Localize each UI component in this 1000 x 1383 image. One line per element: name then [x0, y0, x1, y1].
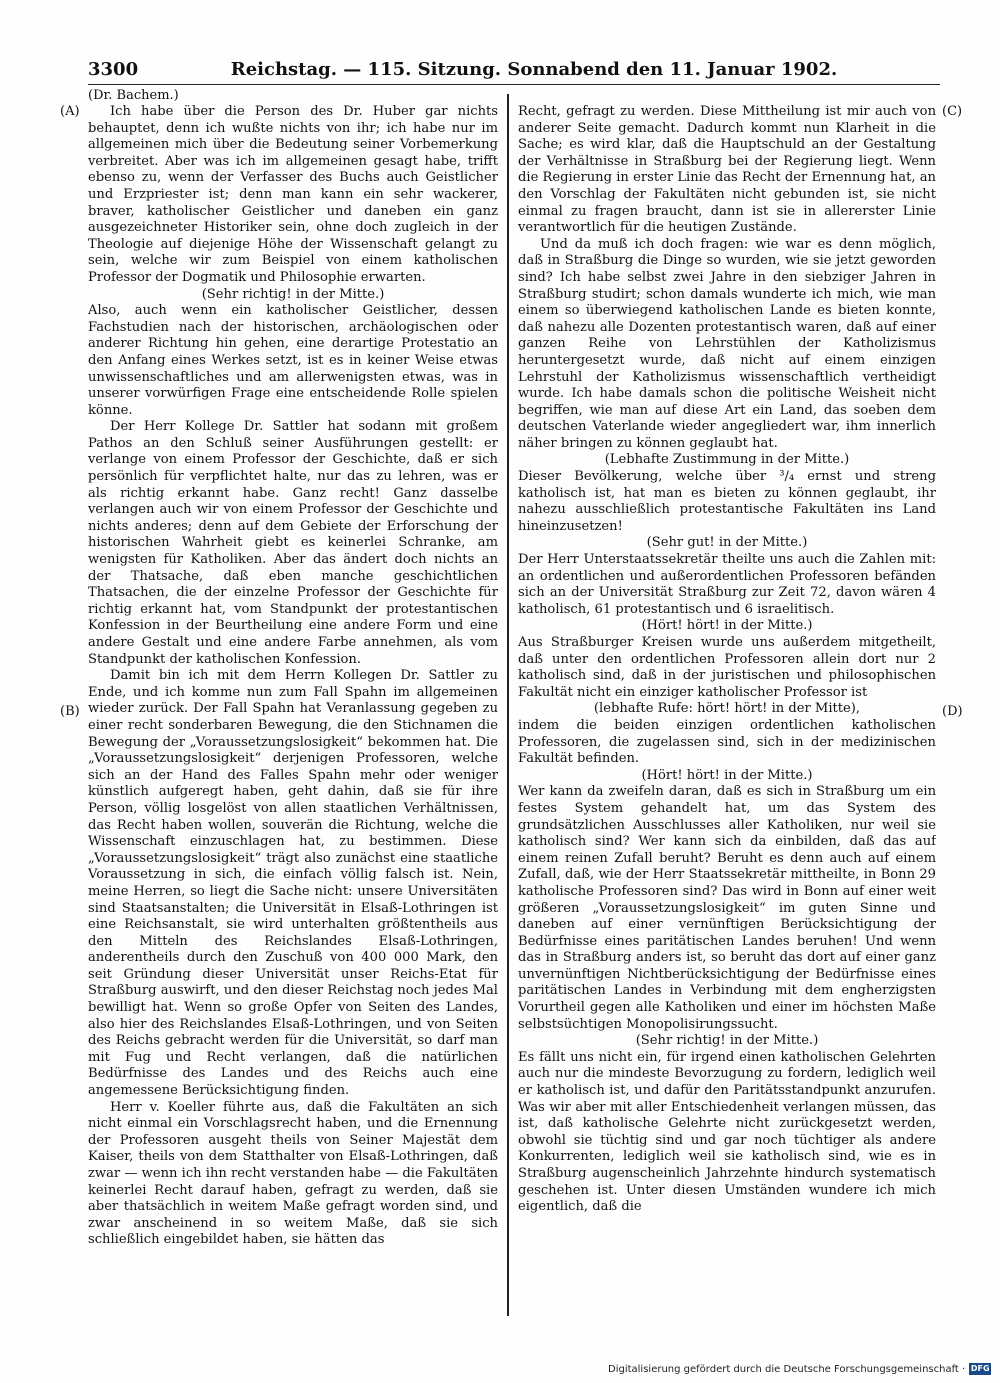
paragraph: Ich habe über die Person des Dr. Huber gar nichts behauptet, denn ich wußte nichts von ihr; ich habe nur im allgemeinen mich über die Bedeutung seiner Vorbemerkung verbreitet. Aber was ich im allgemeinen gesagt habe, trifft ebenso zu, wenn der Verfasser des Buchs auch Geistlicher und Erzpriester ist; denn man kann ein sehr wackerer, braver, katholischer Geistlicher und daneben ein ganz ausgezeichneter Historiker sein, ohne doch zugleich in der Theologie auf diejenige Höhe der Wissenschaft gelangt zu sein, welche wir zum Beispiel von einem katholischen Professor der Dogmatik und Philosophie erwarten.	[88, 104, 498, 285]
credit-text: Digitalisierung gefördert durch die Deutsche Forschungsgemeinschaft ·	[608, 1363, 966, 1375]
right-column	[518, 104, 936, 1306]
paragraph: Aus Straßburger Kreisen wurde uns außerdem mitgetheilt, daß unter den ordentlichen Professoren allein dort nur 2 katholisch sind, daß in der juristischen und philosophischen Fakultät nicht ein einziger katholischer Professor ist	[518, 635, 936, 700]
interjection: (Hört! hört! in der Mitte.)	[641, 618, 813, 634]
interjection: (Sehr richtig! in der Mitte.)	[635, 1033, 819, 1049]
paragraph: Wer kann da zweifeln daran, daß es sich in Straßburg um ein festes System gehandelt hat, um das System des grundsätzlichen Ausschlusses aller Katholiken, nur weil sie katholisch sind? Wer kann sich da einbilden, daß das auf einem reinen Zufall beruht? Beruht es denn auch auf einem Zufall, daß, wie der Herr Staatssekretär mittheilte, in Bonn 29 katholische Professoren sind? Das wird in Bonn auf einer weit größeren „Voraussetzungslosigkeit“ im guten Sinne und daneben auf einer vernünftigen Berücksichtigung der Bedürfnisse eines paritätischen Landes beruhen! Und wenn das in Straßburg anders ist, so beruht das dort auf einer ganz unvernünftigen Nichtberücksichtigung der Bedürfnisse eines paritätischen Landes in Verbindung mit dem engherzigsten Vorurtheil gegen alle Katholiken und einer im höchsten Maße selbstsüchtigen Monopolisirungssucht.	[518, 784, 936, 1032]
margin-letter-a: (A)	[60, 104, 80, 119]
paragraph: Der Herr Kollege Dr. Sattler hat sodann mit großem Pathos an den Schluß seiner Ausführungen gestellt: er verlange von einem Professor der Geschichte, daß er sich persönlich für verpflichtet halte, nur das zu lehren, was er als richtig erkannt habe. Ganz recht! Ganz dasselbe verlangen auch wir von einem Professor der Geschichte und nichts anderes; denn auf dem Gebiete der Erforschung der historischen Wahrheit giebt es keinerlei Schranke, am wenigsten für Katholiken. Aber das ändert doch nichts an der Thatsache, daß eben manche geschichtlichen Thatsachen, die der einzelne Professor der Geschichte für richtig erkannt hat, vom Standpunkt der protestantischen Konfession in der Beurtheilung eine andere Form und eine andere Gestalt und eine andere Farbe annehmen, als vom Standpunkt der katholischen Konfession.	[88, 419, 498, 667]
margin-letter-b: (B)	[60, 704, 80, 719]
paragraph: Der Herr Unterstaatssekretär theilte uns auch die Zahlen mit: an ordentlichen und außerordentlichen Professoren befänden sich an der Universität Straßburg zur Zeit 72, davon wären 4 katholisch, 61 protestantisch und 6 israelitisch.	[518, 552, 936, 617]
margin-letter-c: (C)	[942, 104, 963, 119]
paragraph: Recht, gefragt zu werden. Diese Mittheilung ist mir auch von anderer Seite gemacht. Dadurch kommt nun Klarheit in die Sache; es wird klar, daß die Hauptschuld an der Gestaltung der Verhältnisse in Straßburg bei der Regierung liegt. Wenn die Regierung in erster Linie das Recht der Ernennung hat, an den Vorschlag der Fakultäten nicht gebunden ist, sie nicht einmal zu fragen braucht, dann ist sie in allererster Linie verantwortlich für die heutigen Zustände.	[518, 104, 936, 236]
paragraph: Und da muß ich doch fragen: wie war es denn möglich, daß in Straßburg die Dinge so wurden, wie sie jetzt geworden sind? Ich habe selbst zwei Jahre in den siebziger Jahren in Straßburg studirt; schon damals wunderte ich mich, wie man einem so überwiegend katholischen Lande es bieten konnte, daß nahezu alle Dozenten protestantisch waren, daß auf einer ganzen Reihe von Lehrstühlen der Katholizismus heruntergesetzt wurde, daß nicht auf einem einzigen Lehrstuhl der Katholizismus wissenschaftlich vertheidigt wurde. Ich habe damals schon die politische Weisheit nicht begriffen, wie man auf diese Art ein Land, das soeben dem deutschen Vaterlande wieder angegliedert war, ihm innerlich näher bringen zu können geglaubt hat.	[518, 236, 936, 451]
dfg-logo: DFG	[970, 1364, 990, 1373]
paragraph: Es fällt uns nicht ein, für irgend einen katholischen Gelehrten auch nur die mindeste Bevorzugung zu fordern, lediglich weil er katholisch ist, und dafür den Paritätsstandpunkt anzurufen. Was wir aber mit aller Entschiedenheit verlangen müssen, das ist, daß katholische Gelehrte nicht zurückgesetzt werden, obwohl sie tüchtig sind und gar noch tüchtiger als andere Konkurrenten, lediglich weil sie katholisch sind, wie es in Straßburg augenscheinlich Jahrzehnte hindurch systematisch geschehen ist. Unter diesen Umständen wundere ich mich eigentlich, daß die	[518, 1049, 936, 1215]
paragraph: Dieser Bevölkerung, welche über ³/₄ ernst und streng katholisch ist, hat man es bieten zu können geglaubt, ihr nahezu ausschließlich protestantische Fakultäten ins Land hineinzusetzen!	[518, 469, 936, 534]
interjection: (Hört! hört! in der Mitte.)	[641, 767, 813, 783]
paragraph: indem die beiden einzigen ordentlichen katholischen Professoren, die zugelassen sind, sich in der medizinischen Fakultät befinden.	[518, 717, 936, 767]
digitization-credit	[608, 1361, 991, 1377]
interjection: (Sehr gut! in der Mitte.)	[646, 535, 808, 551]
interjection: (Lebhafte Zustimmung in der Mitte.)	[604, 452, 850, 468]
interjection: (Sehr richtig! in der Mitte.)	[201, 286, 385, 302]
left-column	[88, 104, 498, 1306]
paragraph: Also, auch wenn ein katholischer Geistlicher, dessen Fachstudien nach der historischen, archäologischen oder anderer Richtung hin gehen, eine derartige Protestatio an den Anfang eines Werkes setzt, ist es in keiner Weise etwas unwissenschaftliches und am allerwenigsten etwas, was in unserer vorwürfigen Frage eine entscheidende Rolle spielen könne.	[88, 303, 498, 418]
column-divider	[507, 94, 509, 1316]
paragraph: Herr v. Koeller führte aus, daß die Fakultäten an sich nicht einmal ein Vorschlagsrecht haben, und die Ernennung der Professoren ausgeht theils von Seiner Majestät dem Kaiser, theils von dem Statthalter von Elsaß-Lothringen, daß zwar — wenn ich ihn recht verstanden habe — die Fakultäten keinerlei Recht darauf haben, gefragt zu werden, daß sie aber thatsächlich in weitem Maße gefragt worden sind, und zwar anscheinend in so weitem Maße, daß sie sich schließlich eingebildet haben, sie hätten das	[88, 1099, 498, 1248]
running-title: Reichstag. — 115. Sitzung. Sonnabend den 11. Januar 1902.	[230, 59, 838, 80]
speaker-label: (Dr. Bachem.)	[88, 88, 179, 103]
interjection: (lebhafte Rufe: hört! hört! in der Mitte),	[593, 701, 861, 717]
paragraph: Damit bin ich mit dem Herrn Kollegen Dr. Sattler zu Ende, und ich komme nun zum Fall Spahn im allgemeinen wieder zurück. Der Fall Spahn hat Veranlassung gegeben zu einer recht sonderbaren Bewegung, die den Stichnamen die Bewegung der „Voraussetzungslosigkeit“ bekommen hat. Die „Voraussetzungslosigkeit“ derjenigen Professoren, welche sich an der Hand des Falles Spahn mehr oder weniger künstlich aufgeregt haben, geht dahin, daß sie für ihre Person, völlig losgelöst von allen staatlichen Verhältnissen, das Recht haben wollen, souverän die Richtung, welche die Wissenschaft einzuschlagen hat, zu bestimmen. Diese „Voraussetzungslosigkeit“ trägt also zunächst eine staatliche Voraussetzung in sich, die einfach völlig falsch ist. Nein, meine Herren, so liegt die Sache nicht: unsere Universitäten sind Staatsanstalten; die Universität in Elsaß-Lothringen ist eine Reichsanstalt, sie wird unterhalten größtentheils aus den Mitteln des Reichslandes Elsaß-Lothringen, anderentheils durch den Zuschuß von 400 000 Mark, den seit Gründung dieser Universität unser Reichs-Etat für Straßburg auswirft, und den dieser Reichstag noch jedes Mal bewilligt hat. Wenn so große Opfer von Seiten des Landes, also hier des Reichslandes Elsaß-Lothringen, und von Seiten des Reichs gebracht werden für die Universität, so darf man mit Fug und Recht verlangen, daß die natürlichen Bedürfnisse des Landes und des Reichs auch eine angemessene Berücksichtigung finden.	[88, 668, 498, 1099]
page-header	[88, 56, 940, 85]
margin-letter-d: (D)	[942, 704, 963, 719]
page-number: 3300	[88, 59, 139, 80]
